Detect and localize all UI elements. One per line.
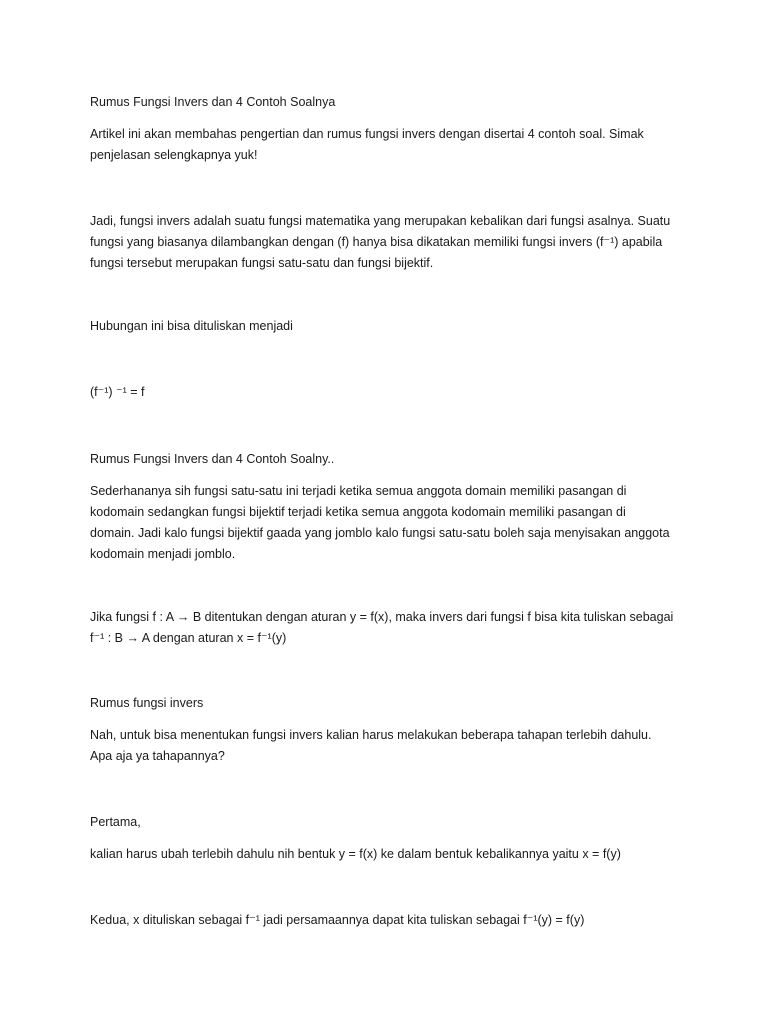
explanation-paragraph: Sederhananya sih fungsi satu-satu ini terjadi ketika semua anggota domain memiliki pasangan di kodomain sedangkan fungsi bijektif terjadi ketika semua anggota kodomain memiliki pasangan di domain. Jadi kalo fungsi bijektif gaada yang jomblo kalo fungsi satu-satu boleh saja menyisakan anggota kodomain menjadi jomblo. — [90, 484, 670, 561]
step-one-paragraph: kalian harus ubah terlebih dahulu nih bentuk y = f(x) ke dalam bentuk kebalikannya yaitu x = f(y) — [90, 847, 621, 861]
steps-intro-paragraph: Nah, untuk bisa menentukan fungsi invers kalian harus melakukan beberapa tahapan terlebih dahulu. Apa aja ya tahapannya? — [90, 728, 652, 763]
intro-paragraph: Artikel ini akan membahas pengertian dan rumus fungsi invers dengan disertai 4 contoh soal. Simak penjelasan selengkapnya yuk! — [90, 127, 644, 162]
repeated-title: Rumus Fungsi Invers dan 4 Contoh Soalny.. — [90, 452, 335, 466]
inverse-formula: (f⁻¹) ⁻¹ = f — [90, 385, 145, 399]
step-two-paragraph: Kedua, x dituliskan sebagai f⁻¹ jadi persamaannya dapat kita tuliskan sebagai f⁻¹(y) = f(y) — [90, 913, 585, 927]
step-one-heading: Pertama, — [90, 815, 141, 829]
definition-paragraph: Jadi, fungsi invers adalah suatu fungsi matematika yang merupakan kebalikan dari fungsi asalnya. Suatu fungsi yang biasanya dilambangkan dengan (f) hanya bisa dikatakan memiliki fungsi invers (f⁻¹) apabila fungsi tersebut merupakan fungsi satu-satu dan fungsi bijektif. — [90, 214, 671, 270]
function-notation-paragraph: Jika fungsi f : A → B ditentukan dengan aturan y = f(x), maka invers dari fungsi f bisa kita tuliskan sebagai f⁻¹ : B → A dengan aturan x = f⁻¹(y) — [90, 610, 674, 645]
article-title: Rumus Fungsi Invers dan 4 Contoh Soalnya — [90, 95, 336, 109]
section-heading-rumus: Rumus fungsi invers — [90, 696, 204, 710]
relation-intro-paragraph: Hubungan ini bisa dituliskan menjadi — [90, 319, 293, 333]
